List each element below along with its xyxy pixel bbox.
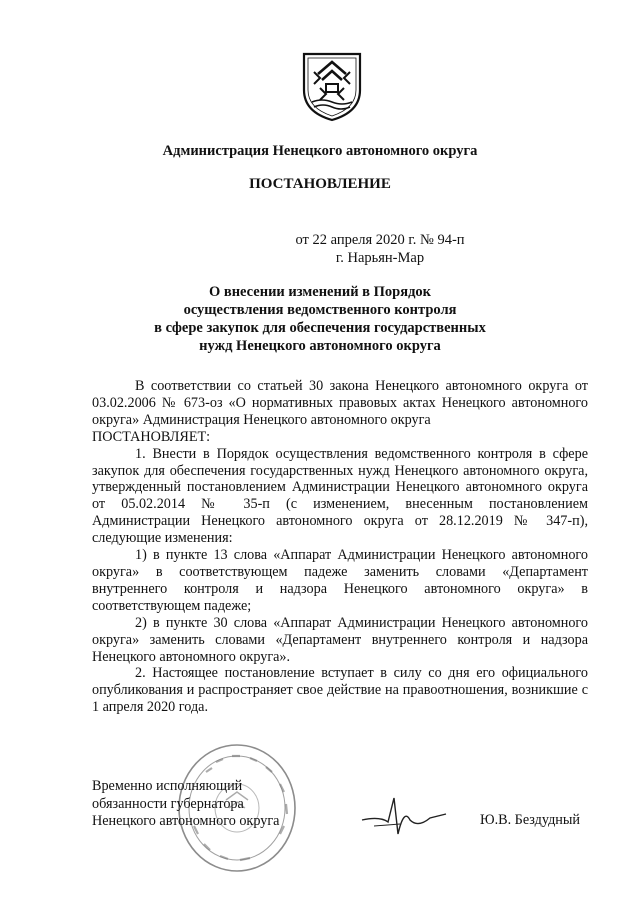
signatory-title-line: Ненецкого автономного округа — [92, 813, 280, 829]
coat-of-arms-icon — [300, 50, 364, 122]
signatory-name: Ю.В. Бездудный — [480, 812, 581, 828]
item-1-subitem-1: 1) в пункте 13 слова «Аппарат Администрации Ненецкого автономного округа» в соответствующем падеже заменить словами «Департамент внутреннего контроля и надзора Ненецкого автономного округа» в соответствующем падеже; — [92, 547, 588, 614]
subject-line: О внесении изменений в Порядок — [208, 284, 432, 300]
document-body — [92, 378, 588, 716]
organization-title: Администрация Ненецкого автономного округа — [162, 143, 478, 159]
signatory-title-line: Временно исполняющий — [92, 778, 243, 794]
item-2: 2. Настоящее постановление вступает в силу со дня его официального опубликования и распространяет свое действие на правоотношения, возникшие с 1 апреля 2020 года. — [92, 665, 588, 716]
subject-line: в сфере закупок для обеспечения государственных — [154, 320, 486, 336]
document-type: ПОСТАНОВЛЕНИЕ — [249, 176, 391, 192]
document-subject — [0, 283, 640, 355]
subject-line: нужд Ненецкого автономного округа — [199, 338, 441, 354]
subject-line: осуществления ведомственного контроля — [183, 302, 457, 318]
intro-paragraph: В соответствии со статьей 30 закона Ненецкого автономного округа от 03.02.2006 № 673-оз «О нормативных правовых актах Ненецкого автономного округа» Администрация Ненецкого автономного округа — [92, 378, 588, 428]
signatory-title-line: обязанности губернатора — [92, 795, 244, 812]
handwritten-signature-icon — [360, 790, 450, 850]
item-1-subitem-2: 2) в пункте 30 слова «Аппарат Администрации Ненецкого автономного округа» заменить словами «Департамент внутреннего контроля и надзора Ненецкого автономного округа». — [92, 614, 588, 665]
item-1: 1. Внести в Порядок осуществления ведомственного контроля в сфере закупок для обеспечения государственных нужд Ненецкого автономного округа, утвержденный постановлением Администрации Ненецкого автономного округа от 05.02.2014 № 35-п (с изменением, внесенным постановлением Администрации Ненецкого автономного округа от 28.12.2019 № 347-п), следующие изменения: — [92, 445, 588, 547]
decree-word: ПОСТАНОВЛЯЕТ: — [92, 428, 211, 445]
signatory-title — [92, 778, 279, 831]
document-city: г. Нарьян-Мар — [335, 250, 425, 266]
document-date: от 22 апреля 2020 г. № 94-п — [295, 232, 465, 248]
